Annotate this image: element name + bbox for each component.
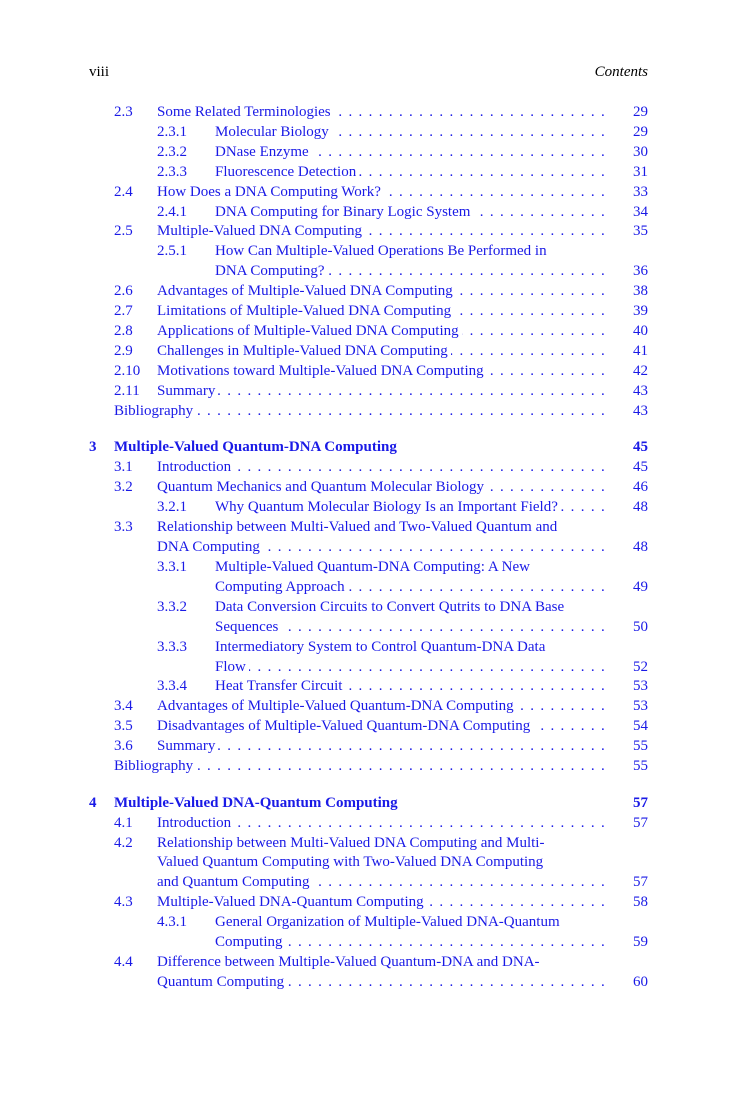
toc-entry-number: 4.3.1 [157,914,187,930]
toc-entry-title: Limitations of Multiple-Valued DNA Computing . . . [157,301,606,321]
toc-entry-number: 2.10 [114,363,141,379]
toc-entry-page: 36 [633,263,648,279]
toc-entry-title: Computing Approach . . . [215,577,606,597]
toc-entry-page: 57 [633,815,648,831]
toc-entry[interactable] [0,833,738,853]
toc-entry[interactable] [0,122,738,142]
toc-entry[interactable] [0,261,738,281]
toc-entry-title: Data Conversion Circuits to Convert Qutrits to DNA Base [215,599,565,615]
toc-entry-page: 45 [633,439,648,455]
toc-entry-number: 4.4 [114,954,133,970]
toc-entry-title: Fluorescence Detection . . . [215,162,606,182]
toc-entry-number: 2.3.1 [157,124,187,140]
toc-entry-title: Computing . . . [215,932,606,952]
toc-entry-number: 3.5 [114,718,133,734]
toc-entry[interactable] [0,381,738,401]
toc-entry-page: 55 [633,738,648,754]
toc-entry[interactable] [0,537,738,557]
toc-entry-page: 42 [633,363,648,379]
toc-chapter-entry[interactable] [0,437,738,457]
toc-entry[interactable] [0,517,738,537]
toc-entry-number: 3.4 [114,698,133,714]
toc-entry-page: 29 [633,104,648,120]
toc-entry-title: Advantages of Multiple-Valued Quantum-DNA Computing . . . [157,696,606,716]
toc-entry-number: 4.1 [114,815,133,831]
toc-entry-title: DNase Enzyme . . . [215,142,606,162]
toc-entry-page: 48 [633,539,648,555]
toc-entry-number: 2.5 [114,223,133,239]
toc-entry-number: 3.6 [114,738,133,754]
toc-entry-number: 3.3.3 [157,639,187,655]
toc-entry[interactable] [0,341,738,361]
toc-entry[interactable] [0,301,738,321]
toc-entry-page: 50 [633,619,648,635]
toc-entry-title: Multiple-Valued DNA-Quantum Computing . . . [157,892,606,912]
toc-entry-number: 3.2.1 [157,499,187,515]
toc-entry-page: 43 [633,383,648,399]
toc-entry-number: 2.6 [114,283,133,299]
toc-entry[interactable] [0,657,738,677]
toc-entry[interactable] [0,361,738,381]
toc-entry[interactable] [0,872,738,892]
toc-entry-title: Relationship between Multi-Valued DNA Computing and Multi- [157,835,545,851]
toc-entry-page: 46 [633,479,648,495]
toc-entry[interactable] [0,182,738,202]
toc-entry[interactable] [0,202,738,222]
header-title: Contents [594,64,648,80]
toc-entry-number: 4.2 [114,835,133,851]
toc-entry-number: 3.3.2 [157,599,187,615]
toc-entry-number: 3.3 [114,519,133,535]
toc-entry[interactable] [0,497,738,517]
toc-entry-page: 57 [633,874,648,890]
toc-entry-title: Flow . . . [215,657,606,677]
toc-entry-number: 2.8 [114,323,133,339]
toc-entry[interactable] [0,892,738,912]
toc-entry[interactable] [0,281,738,301]
toc-entry-page: 30 [633,144,648,160]
toc-entry-title: DNA Computing . . . [157,537,606,557]
toc-entry-number: 2.4 [114,184,133,200]
toc-entry[interactable] [0,696,738,716]
toc-entry-page: 33 [633,184,648,200]
toc-entry-page: 45 [633,459,648,475]
toc-entry[interactable] [0,617,738,637]
toc-entry-title: How Does a DNA Computing Work? . . . [157,182,606,202]
toc-entry-title: DNA Computing? . . . [215,261,606,281]
toc-entry-title: Introduction . . . [157,813,606,833]
toc-entry-title: Sequences . . . [215,617,606,637]
toc-entry-title: Difference between Multiple-Valued Quantum-DNA and DNA- [157,954,540,970]
toc-entry-title: Molecular Biology . . . [215,122,606,142]
toc-entry-number: 2.11 [114,383,140,399]
toc-entry-title: Multiple-Valued DNA Computing . . . [157,221,606,241]
toc-chapter-entry[interactable] [0,793,738,813]
toc-entry[interactable] [0,102,738,122]
toc-entry-number: 3.3.1 [157,559,187,575]
toc-entry-title: Quantum Mechanics and Quantum Molecular Biology . . . [157,477,606,497]
toc-entry-page: 38 [633,283,648,299]
toc-entry-page: 57 [633,795,648,811]
toc-entry-number: 2.3.3 [157,164,187,180]
toc-entry-title: Advantages of Multiple-Valued DNA Computing . . . [157,281,606,301]
toc-entry[interactable] [0,676,738,696]
toc-entry-page: 39 [633,303,648,319]
toc-entry-page: 34 [633,204,648,220]
toc-entry-page: 60 [633,974,648,990]
toc-entry-title: DNA Computing for Binary Logic System . . . [215,202,606,222]
toc-entry[interactable] [0,162,738,182]
toc-entry[interactable] [0,401,738,421]
toc-entry[interactable] [0,912,738,932]
toc-entry-page: 29 [633,124,648,140]
toc-entry[interactable] [0,477,738,497]
toc-entry-title: Heat Transfer Circuit . . . [215,676,606,696]
toc-entry-page: 43 [633,403,648,419]
toc-entry-title: Bibliography . . . [114,756,606,776]
toc-entry-page: 53 [633,678,648,694]
toc-entry-page: 49 [633,579,648,595]
toc-entry-page: 55 [633,758,648,774]
toc-entry-number: 3.2 [114,479,133,495]
toc-entry-title: Summary . . . [157,736,606,756]
toc-entry[interactable] [0,952,738,972]
toc-entry[interactable] [0,932,738,952]
toc-entry-page: 41 [633,343,648,359]
toc-entry[interactable] [0,716,738,736]
toc-entry-page: 54 [633,718,648,734]
toc-entry-number: 4.3 [114,894,133,910]
toc-entry[interactable] [0,852,738,872]
header-page-number: viii [89,64,110,80]
toc-entry-page: 58 [633,894,648,910]
toc-entry-title: Intermediatory System to Control Quantum-DNA Data [215,639,546,655]
toc-entry-number: 3.3.4 [157,678,187,694]
toc-entry-title: Some Related Terminologies . . . [157,102,606,122]
toc-entry-page: 59 [633,934,648,950]
toc-entry-title: Summary . . . [157,381,606,401]
toc-entry-number: 2.5.1 [157,243,187,259]
toc-entry-title: Motivations toward Multiple-Valued DNA Computing . . . [157,361,606,381]
toc-entry-page: 53 [633,698,648,714]
toc-entry-number: 2.3 [114,104,133,120]
toc-entry-title: Relationship between Multi-Valued and Two-Valued Quantum and [157,519,558,535]
toc-entry-title: Bibliography . . . [114,401,606,421]
toc-entry-page: 52 [633,659,648,675]
toc-entry-page: 40 [633,323,648,339]
toc-entry-title: and Quantum Computing . . . [157,872,606,892]
toc-entry-page: 31 [633,164,648,180]
toc-entry-number: 2.3.2 [157,144,187,160]
toc-entry-number: 2.7 [114,303,133,319]
toc-entry-title: General Organization of Multiple-Valued DNA-Quantum [215,914,560,930]
toc-entry-title: Disadvantages of Multiple-Valued Quantum-DNA Computing . . . [157,716,606,736]
toc-entry[interactable] [0,756,738,776]
toc-entry-number: 2.4.1 [157,204,187,220]
toc-entry[interactable] [0,142,738,162]
toc-entry[interactable] [0,241,738,261]
toc-entry-number: 3 [89,439,97,455]
toc-entry[interactable] [0,321,738,341]
toc-entry[interactable] [0,736,738,756]
toc-entry-page: 35 [633,223,648,239]
toc-entry[interactable] [0,457,738,477]
toc-entry-title: Multiple-Valued Quantum-DNA Computing: A New [215,559,530,575]
toc-entry[interactable] [0,972,738,992]
toc-entry[interactable] [0,557,738,577]
toc-entry-number: 2.9 [114,343,133,359]
toc-entry[interactable] [0,577,738,597]
toc-entry-title: Quantum Computing . . . [157,972,606,992]
toc-entry-title: Challenges in Multiple-Valued DNA Computing . . . [157,341,606,361]
toc-entry-title: Applications of Multiple-Valued DNA Computing . . . [157,321,606,341]
toc-entry-page: 48 [633,499,648,515]
toc-entry-number: 3.1 [114,459,133,475]
toc-entry[interactable] [0,637,738,657]
toc-entry[interactable] [0,221,738,241]
toc-entry[interactable] [0,813,738,833]
toc-entry[interactable] [0,597,738,617]
toc-entry-title: Multiple-Valued Quantum-DNA Computing [114,439,397,455]
toc-entry-title: Valued Quantum Computing with Two-Valued DNA Computing [157,854,544,870]
toc-entry-title: Multiple-Valued DNA-Quantum Computing [114,795,398,811]
toc-entry-title: Introduction . . . [157,457,606,477]
toc-entry-title: How Can Multiple-Valued Operations Be Performed in [215,243,547,259]
toc-entry-title: Why Quantum Molecular Biology Is an Important Field? . . . [215,497,606,517]
toc-entry-number: 4 [89,795,97,811]
